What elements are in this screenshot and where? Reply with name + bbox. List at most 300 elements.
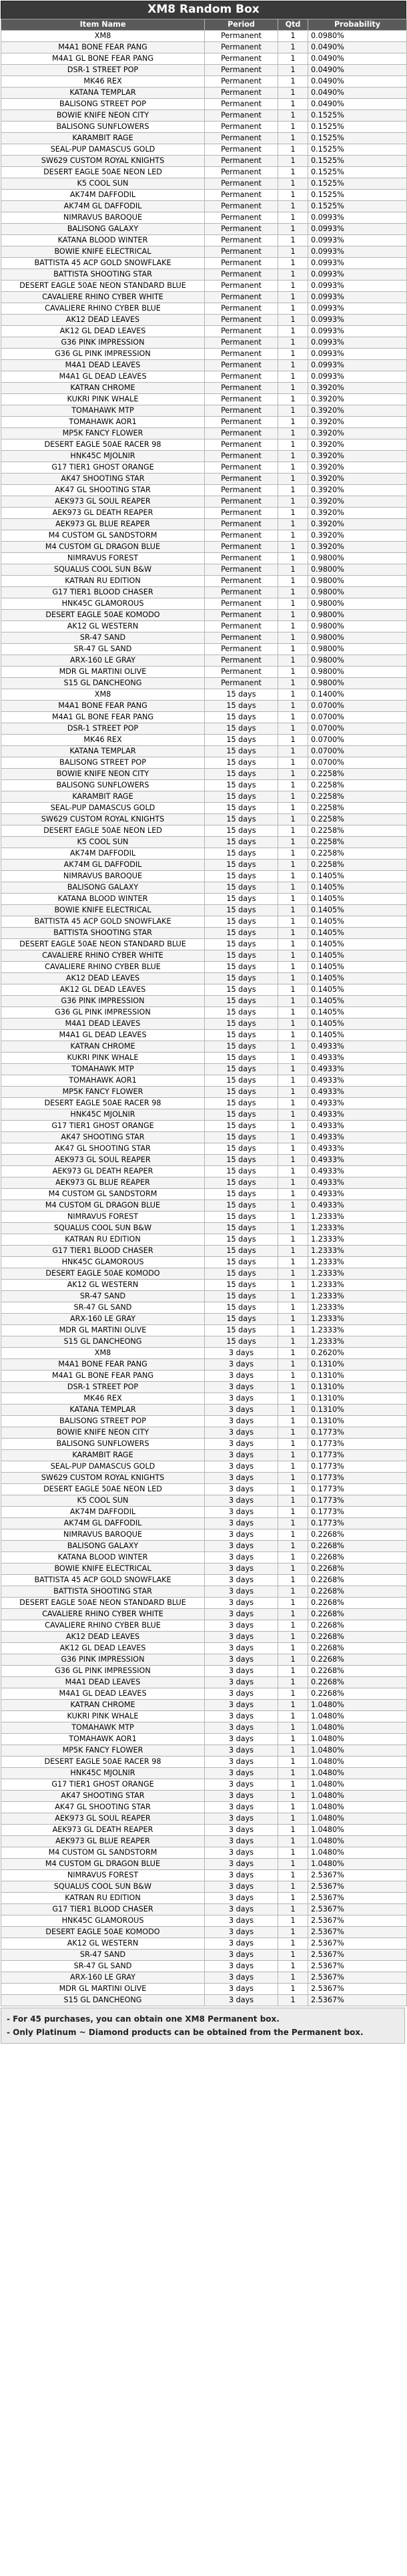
item-name-cell: AEK973 GL SOUL REAPER — [1, 1813, 205, 1825]
item-name-cell: CAVALIERE RHINO CYBER WHITE — [1, 1609, 205, 1620]
period-cell: 15 days — [205, 837, 278, 848]
probability-cell: 0.4933% — [308, 1053, 407, 1064]
period-cell: 3 days — [205, 1439, 278, 1450]
qtd-cell: 1 — [278, 1666, 308, 1677]
qtd-cell: 1 — [278, 1598, 308, 1609]
item-name-cell: SR-47 SAND — [1, 1950, 205, 1961]
item-name-cell: BATTISTA 45 ACP GOLD SNOWFLAKE — [1, 1575, 205, 1586]
item-name-cell: DESERT EAGLE 50AE KOMODO — [1, 610, 205, 621]
qtd-cell: 1 — [278, 87, 308, 99]
item-name-cell: MDR GL MARTINI OLIVE — [1, 1325, 205, 1336]
item-name-cell: S15 GL DANCHEONG — [1, 1995, 205, 2006]
item-name-cell: MP5K FANCY FLOWER — [1, 1087, 205, 1098]
qtd-cell: 1 — [278, 1461, 308, 1473]
table-row — [1, 587, 407, 598]
period-cell: 15 days — [205, 1132, 278, 1143]
table-row — [1, 87, 407, 99]
item-name-cell: M4A1 DEAD LEAVES — [1, 1019, 205, 1030]
table-row — [1, 598, 407, 610]
probability-cell: 0.0993% — [308, 349, 407, 360]
qtd-cell: 1 — [278, 1416, 308, 1427]
item-name-cell: BATTISTA SHOOTING STAR — [1, 1586, 205, 1598]
table-row — [1, 337, 407, 349]
table-row — [1, 428, 407, 439]
table-row — [1, 1915, 407, 1927]
period-cell: 15 days — [205, 950, 278, 962]
period-cell: Permanent — [205, 337, 278, 349]
item-name-cell: BOWIE KNIFE NEON CITY — [1, 1427, 205, 1439]
probability-cell: 0.1773% — [308, 1427, 407, 1439]
period-cell: Permanent — [205, 326, 278, 337]
period-cell: 3 days — [205, 1518, 278, 1529]
item-name-cell: AK12 GL WESTERN — [1, 621, 205, 632]
period-cell: Permanent — [205, 451, 278, 462]
probability-cell: 0.2258% — [308, 769, 407, 780]
probability-cell: 0.9800% — [308, 598, 407, 610]
period-cell: 15 days — [205, 803, 278, 814]
probability-cell: 0.0993% — [308, 303, 407, 315]
probability-cell: 0.2268% — [308, 1620, 407, 1632]
probability-cell: 0.2258% — [308, 780, 407, 791]
qtd-cell: 1 — [278, 1143, 308, 1155]
item-name-cell: MDR GL MARTINI OLIVE — [1, 1984, 205, 1995]
period-cell: 15 days — [205, 916, 278, 928]
qtd-cell: 1 — [278, 848, 308, 860]
item-name-cell: S15 GL DANCHEONG — [1, 678, 205, 689]
qtd-cell: 1 — [278, 462, 308, 474]
qtd-cell: 1 — [278, 1722, 308, 1734]
qtd-cell: 1 — [278, 1938, 308, 1950]
item-name-cell: SR-47 SAND — [1, 632, 205, 644]
probability-cell: 2.5367% — [308, 1995, 407, 2006]
period-cell: Permanent — [205, 667, 278, 678]
qtd-cell: 1 — [278, 1893, 308, 1904]
probability-cell: 0.1525% — [308, 178, 407, 190]
item-name-cell: M4 CUSTOM GL SANDSTORM — [1, 1847, 205, 1859]
table-row — [1, 1132, 407, 1143]
period-cell: Permanent — [205, 349, 278, 360]
table-row — [1, 1518, 407, 1529]
table-row — [1, 1212, 407, 1223]
item-name-cell: DSR-1 STREET POP — [1, 65, 205, 76]
table-row — [1, 190, 407, 201]
probability-cell: 1.2333% — [308, 1314, 407, 1325]
period-cell: 15 days — [205, 1268, 278, 1280]
qtd-cell: 1 — [278, 337, 308, 349]
qtd-cell: 1 — [278, 1734, 308, 1745]
item-name-cell: M4 CUSTOM GL SANDSTORM — [1, 1189, 205, 1200]
qtd-cell: 1 — [278, 99, 308, 110]
table-row — [1, 1325, 407, 1336]
probability-cell: 0.0993% — [308, 246, 407, 258]
table-row — [1, 292, 407, 303]
table-row — [1, 1087, 407, 1098]
period-cell: Permanent — [205, 519, 278, 530]
item-name-cell: MK46 REX — [1, 76, 205, 87]
table-row — [1, 1473, 407, 1484]
item-name-cell: AEK973 GL DEATH REAPER — [1, 508, 205, 519]
qtd-cell: 1 — [278, 587, 308, 598]
item-name-cell: NIMRAVUS BAROQUE — [1, 871, 205, 882]
probability-cell: 0.2258% — [308, 825, 407, 837]
probability-cell: 0.1400% — [308, 689, 407, 701]
probability-cell: 0.4933% — [308, 1109, 407, 1121]
period-cell: 15 days — [205, 894, 278, 905]
probability-cell: 0.3920% — [308, 496, 407, 508]
table-row — [1, 1291, 407, 1302]
probability-cell: 0.1405% — [308, 996, 407, 1007]
period-cell: 15 days — [205, 1291, 278, 1302]
item-name-cell: BALISONG SUNFLOWERS — [1, 780, 205, 791]
table-row — [1, 326, 407, 337]
period-cell: 15 days — [205, 701, 278, 712]
qtd-cell: 1 — [278, 1904, 308, 1915]
item-name-cell: M4A1 GL DEAD LEAVES — [1, 371, 205, 383]
qtd-cell: 1 — [278, 144, 308, 156]
probability-cell: 0.3920% — [308, 428, 407, 439]
table-row — [1, 201, 407, 212]
period-cell: 15 days — [205, 1098, 278, 1109]
probability-cell: 0.1405% — [308, 950, 407, 962]
qtd-cell: 1 — [278, 1541, 308, 1552]
qtd-cell: 1 — [278, 1586, 308, 1598]
item-name-cell: KATRAN CHROME — [1, 383, 205, 394]
table-row — [1, 65, 407, 76]
qtd-cell: 1 — [278, 1881, 308, 1893]
period-cell: 15 days — [205, 1189, 278, 1200]
item-name-cell: G36 PINK IMPRESSION — [1, 996, 205, 1007]
period-cell: 3 days — [205, 1904, 278, 1915]
probability-cell: 0.3920% — [308, 394, 407, 405]
item-name-cell: G36 PINK IMPRESSION — [1, 337, 205, 349]
period-cell: 3 days — [205, 1870, 278, 1881]
probability-cell: 0.0490% — [308, 76, 407, 87]
period-cell: Permanent — [205, 87, 278, 99]
item-name-cell: G17 TIER1 BLOOD CHASER — [1, 587, 205, 598]
qtd-cell: 1 — [278, 1950, 308, 1961]
table-row — [1, 1200, 407, 1212]
qtd-cell: 1 — [278, 394, 308, 405]
table-row — [1, 31, 407, 42]
period-cell: Permanent — [205, 678, 278, 689]
qtd-cell: 1 — [278, 1019, 308, 1030]
item-name-cell: AK47 GL SHOOTING STAR — [1, 1802, 205, 1813]
table-row — [1, 1109, 407, 1121]
probability-cell: 2.5367% — [308, 1870, 407, 1881]
qtd-cell: 1 — [278, 701, 308, 712]
probability-cell: 0.9800% — [308, 667, 407, 678]
period-cell: 15 days — [205, 848, 278, 860]
table-row — [1, 553, 407, 564]
probability-cell: 0.0993% — [308, 269, 407, 281]
item-name-cell: BATTISTA 45 ACP GOLD SNOWFLAKE — [1, 258, 205, 269]
table-row — [1, 1143, 407, 1155]
probability-cell: 0.2620% — [308, 1348, 407, 1359]
table-row — [1, 667, 407, 678]
item-name-cell: ARX-160 LE GRAY — [1, 655, 205, 667]
table-row — [1, 1461, 407, 1473]
table-row — [1, 928, 407, 939]
qtd-cell: 1 — [278, 190, 308, 201]
table-row — [1, 1972, 407, 1984]
probability-cell: 1.2333% — [308, 1257, 407, 1268]
item-name-cell: BALISONG SUNFLOWERS — [1, 1439, 205, 1450]
probability-cell: 0.1310% — [308, 1382, 407, 1393]
probability-cell: 1.0480% — [308, 1813, 407, 1825]
period-cell: 15 days — [205, 825, 278, 837]
period-cell: 15 days — [205, 1064, 278, 1075]
period-cell: 15 days — [205, 962, 278, 973]
footnote: - Only Platinum ~ Diamond products can be obtained from the Permanent box. — [7, 2028, 364, 2037]
item-name-cell: HNK45C MJOLNIR — [1, 451, 205, 462]
probability-cell: 0.4933% — [308, 1155, 407, 1166]
qtd-cell: 1 — [278, 178, 308, 190]
probability-cell: 1.0480% — [308, 1711, 407, 1722]
probability-cell: 0.0993% — [308, 224, 407, 235]
item-name-cell: K5 COOL SUN — [1, 1495, 205, 1507]
period-cell: Permanent — [205, 144, 278, 156]
qtd-cell: 1 — [278, 1563, 308, 1575]
table-row — [1, 462, 407, 474]
probability-cell: 1.2333% — [308, 1291, 407, 1302]
table-row — [1, 1586, 407, 1598]
item-name-cell: AK74M DAFFODIL — [1, 848, 205, 860]
qtd-cell: 1 — [278, 258, 308, 269]
period-cell: 3 days — [205, 1950, 278, 1961]
period-cell: Permanent — [205, 42, 278, 53]
probability-cell: 0.1405% — [308, 1019, 407, 1030]
probability-cell: 0.0700% — [308, 723, 407, 735]
qtd-cell: 1 — [278, 1132, 308, 1143]
period-cell: Permanent — [205, 474, 278, 485]
qtd-cell: 1 — [278, 928, 308, 939]
qtd-cell: 1 — [278, 508, 308, 519]
qtd-cell: 1 — [278, 428, 308, 439]
qtd-cell: 1 — [278, 1927, 308, 1938]
period-cell: Permanent — [205, 655, 278, 667]
item-name-cell: DESERT EAGLE 50AE RACER 98 — [1, 439, 205, 451]
period-cell: Permanent — [205, 485, 278, 496]
table-row — [1, 701, 407, 712]
table-row — [1, 837, 407, 848]
period-cell: 15 days — [205, 928, 278, 939]
period-cell: 3 days — [205, 1768, 278, 1779]
period-cell: 3 days — [205, 1938, 278, 1950]
table-row — [1, 984, 407, 996]
period-cell: Permanent — [205, 621, 278, 632]
period-cell: 15 days — [205, 1212, 278, 1223]
table-row — [1, 1393, 407, 1405]
item-name-cell: TOMAHAWK AOR1 — [1, 417, 205, 428]
period-cell: Permanent — [205, 598, 278, 610]
table-row — [1, 417, 407, 428]
item-name-cell: BATTISTA SHOOTING STAR — [1, 928, 205, 939]
period-cell: 3 days — [205, 1881, 278, 1893]
period-cell: Permanent — [205, 246, 278, 258]
probability-cell: 1.2333% — [308, 1325, 407, 1336]
qtd-cell: 1 — [278, 530, 308, 542]
table-row — [1, 1836, 407, 1847]
table-row — [1, 167, 407, 178]
period-cell: 15 days — [205, 1325, 278, 1336]
table-row — [1, 1950, 407, 1961]
period-cell: 3 days — [205, 1995, 278, 2006]
item-name-cell: AK12 DEAD LEAVES — [1, 973, 205, 984]
period-cell: 3 days — [205, 1722, 278, 1734]
item-name-cell: KARAMBIT RAGE — [1, 1450, 205, 1461]
item-name-cell: G36 GL PINK IMPRESSION — [1, 349, 205, 360]
probability-cell: 0.0490% — [308, 65, 407, 76]
qtd-cell: 1 — [278, 1030, 308, 1041]
period-cell: 15 days — [205, 757, 278, 769]
period-cell: Permanent — [205, 190, 278, 201]
qtd-cell: 1 — [278, 1314, 308, 1325]
qtd-cell: 1 — [278, 1121, 308, 1132]
period-cell: 3 days — [205, 1893, 278, 1904]
period-cell: 3 days — [205, 1813, 278, 1825]
period-cell: 3 days — [205, 1791, 278, 1802]
period-cell: 15 days — [205, 1234, 278, 1246]
qtd-cell: 1 — [278, 1359, 308, 1370]
qtd-cell: 1 — [278, 1745, 308, 1757]
period-cell: 3 days — [205, 1495, 278, 1507]
item-name-cell: DESERT EAGLE 50AE NEON LED — [1, 1484, 205, 1495]
item-name-cell: AEK973 GL BLUE REAPER — [1, 1177, 205, 1189]
table-row — [1, 508, 407, 519]
item-name-cell: KATANA TEMPLAR — [1, 87, 205, 99]
probability-cell: 0.2268% — [308, 1552, 407, 1563]
period-cell: 3 days — [205, 1359, 278, 1370]
period-cell: 3 days — [205, 1541, 278, 1552]
period-cell: Permanent — [205, 439, 278, 451]
probability-cell: 1.0480% — [308, 1859, 407, 1870]
qtd-cell: 1 — [278, 1427, 308, 1439]
table-row — [1, 1779, 407, 1791]
period-cell: 3 days — [205, 1632, 278, 1643]
period-cell: 15 days — [205, 1246, 278, 1257]
table-row — [1, 439, 407, 451]
table-row — [1, 621, 407, 632]
qtd-cell: 1 — [278, 1325, 308, 1336]
period-cell: Permanent — [205, 553, 278, 564]
box-title: XM8 Random Box — [1, 1, 406, 19]
period-cell: Permanent — [205, 235, 278, 246]
qtd-cell: 1 — [278, 122, 308, 133]
probability-cell: 0.0993% — [308, 371, 407, 383]
qtd-cell: 1 — [278, 1507, 308, 1518]
item-name-cell: MP5K FANCY FLOWER — [1, 428, 205, 439]
table-row — [1, 371, 407, 383]
qtd-cell: 1 — [278, 1439, 308, 1450]
period-cell: 15 days — [205, 1030, 278, 1041]
table-row — [1, 1927, 407, 1938]
qtd-cell: 1 — [278, 1189, 308, 1200]
period-cell: 15 days — [205, 712, 278, 723]
table-row — [1, 848, 407, 860]
qtd-cell: 1 — [278, 235, 308, 246]
table-row — [1, 1700, 407, 1711]
qtd-cell: 1 — [278, 1961, 308, 1972]
period-cell: Permanent — [205, 292, 278, 303]
qtd-cell: 1 — [278, 1700, 308, 1711]
qtd-cell: 1 — [278, 201, 308, 212]
probability-cell: 0.0993% — [308, 281, 407, 292]
table-header-row — [1, 19, 407, 31]
item-name-cell: HNK45C GLAMOROUS — [1, 1257, 205, 1268]
period-cell: Permanent — [205, 53, 278, 65]
item-name-cell: ARX-160 LE GRAY — [1, 1314, 205, 1325]
table-row — [1, 655, 407, 667]
probability-cell: 0.4933% — [308, 1064, 407, 1075]
qtd-cell: 1 — [278, 1177, 308, 1189]
probability-cell: 1.0480% — [308, 1768, 407, 1779]
probability-cell: 0.2258% — [308, 803, 407, 814]
item-name-cell: AEK973 GL BLUE REAPER — [1, 519, 205, 530]
period-cell: Permanent — [205, 303, 278, 315]
item-name-cell: AK12 GL DEAD LEAVES — [1, 984, 205, 996]
item-name-cell: M4 CUSTOM GL DRAGON BLUE — [1, 1859, 205, 1870]
qtd-cell: 1 — [278, 1370, 308, 1382]
probability-cell: 0.4933% — [308, 1098, 407, 1109]
period-cell: 15 days — [205, 1223, 278, 1234]
probability-cell: 0.3920% — [308, 542, 407, 553]
probability-cell: 0.1310% — [308, 1405, 407, 1416]
table-row — [1, 1529, 407, 1541]
probability-cell: 2.5367% — [308, 1893, 407, 1904]
period-cell: Permanent — [205, 610, 278, 621]
qtd-cell: 1 — [278, 825, 308, 837]
item-name-cell: SR-47 GL SAND — [1, 644, 205, 655]
item-name-cell: KATANA BLOOD WINTER — [1, 235, 205, 246]
item-name-cell: KARAMBIT RAGE — [1, 791, 205, 803]
period-cell: Permanent — [205, 212, 278, 224]
qtd-cell: 1 — [278, 871, 308, 882]
probability-cell: 1.2333% — [308, 1212, 407, 1223]
table-row — [1, 1359, 407, 1370]
qtd-cell: 1 — [278, 1223, 308, 1234]
probability-cell: 0.3920% — [308, 451, 407, 462]
probability-cell: 0.4933% — [308, 1132, 407, 1143]
period-cell: 3 days — [205, 1654, 278, 1666]
table-row — [1, 349, 407, 360]
probability-cell: 0.0993% — [308, 326, 407, 337]
table-row — [1, 315, 407, 326]
period-cell: Permanent — [205, 371, 278, 383]
qtd-cell: 1 — [278, 1859, 308, 1870]
qtd-cell: 1 — [278, 1064, 308, 1075]
item-name-cell: K5 COOL SUN — [1, 178, 205, 190]
table-row — [1, 1984, 407, 1995]
table-row — [1, 1938, 407, 1950]
qtd-cell: 1 — [278, 1098, 308, 1109]
qtd-cell: 1 — [278, 53, 308, 65]
probability-cell: 1.0480% — [308, 1847, 407, 1859]
probability-cell: 0.2268% — [308, 1688, 407, 1700]
probability-cell: 0.1525% — [308, 190, 407, 201]
item-name-cell: BALISONG SUNFLOWERS — [1, 122, 205, 133]
item-name-cell: KUKRI PINK WHALE — [1, 394, 205, 405]
table-row — [1, 110, 407, 122]
qtd-cell: 1 — [278, 1518, 308, 1529]
probability-cell: 0.1773% — [308, 1484, 407, 1495]
probability-cell: 0.0993% — [308, 258, 407, 269]
table-row — [1, 769, 407, 780]
table-row — [1, 825, 407, 837]
qtd-cell: 1 — [278, 1075, 308, 1087]
qtd-cell: 1 — [278, 678, 308, 689]
item-name-cell: NIMRAVUS BAROQUE — [1, 1529, 205, 1541]
table-row — [1, 757, 407, 769]
